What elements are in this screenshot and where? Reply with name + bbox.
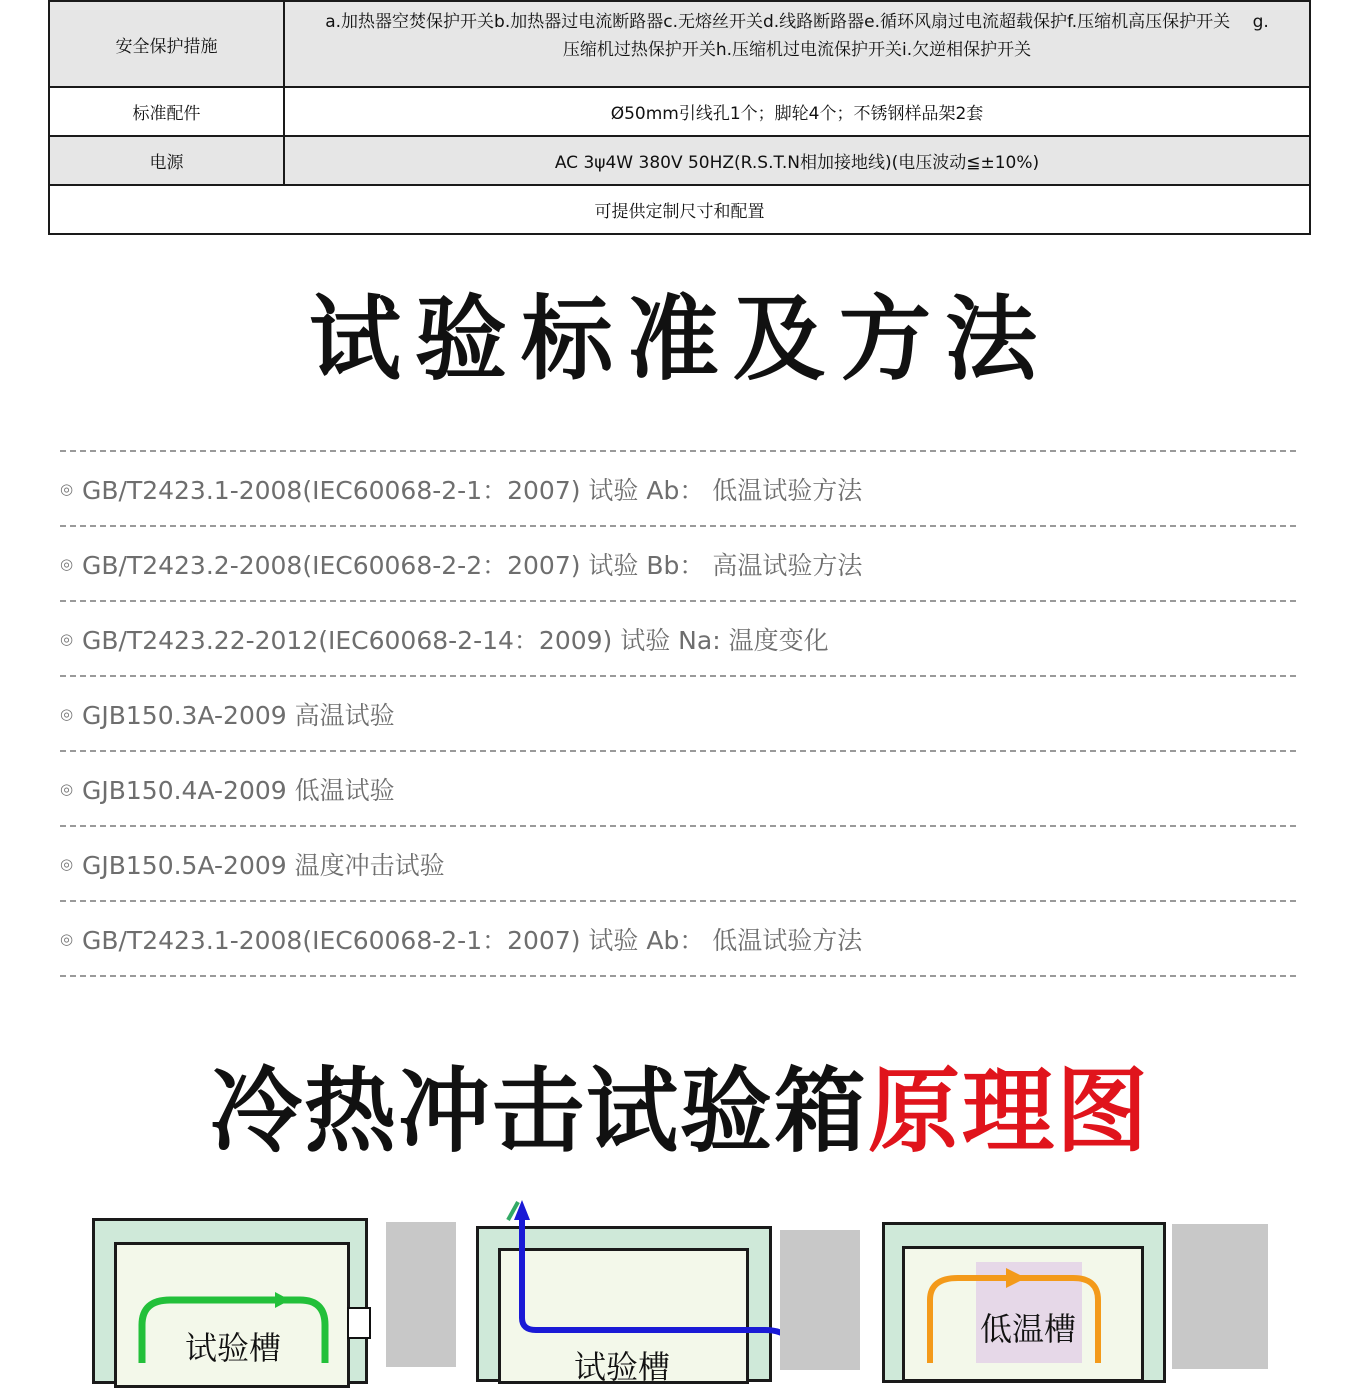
spec-label-safety: 安全保护措施	[49, 1, 284, 87]
bullet-circle-icon: ◎	[60, 704, 74, 723]
vent-port	[348, 1308, 370, 1338]
standards-list	[60, 450, 1296, 977]
standard-item	[60, 452, 1296, 525]
spec-value-parts: Ø50mm引线孔1个；脚轮4个；不锈钢样品架2套	[284, 87, 1310, 136]
section-title-principle	[0, 1058, 1360, 1165]
standard-text: GB/T2423.2-2008(IEC60068-2-2：2007) 试验 Bb： 高温试验方法	[82, 550, 863, 580]
slot-label-cold: 低温槽	[980, 1310, 1077, 1348]
spec-value-safety-line2: 压缩机过热保护开关h.压缩机过电流保护开关i.欠逆相保护开关	[562, 40, 1032, 60]
spec-row-safety	[49, 1, 1310, 87]
standard-item	[60, 752, 1296, 825]
spec-label-parts: 标准配件	[49, 87, 284, 136]
title-black-part: 冷热冲击试验箱	[209, 1058, 868, 1165]
standard-item	[60, 827, 1296, 900]
standard-text: GB/T2423.1-2008(IEC60068-2-1：2007) 试验 Ab： 低温试验方法	[82, 475, 863, 505]
slot-label-test-2: 试验槽	[574, 1348, 671, 1386]
standard-item	[60, 527, 1296, 600]
bullet-circle-icon: ◎	[60, 554, 74, 573]
title-red-part: 原理图	[868, 1058, 1151, 1165]
spec-table	[48, 0, 1311, 235]
side-panel	[386, 1222, 456, 1367]
spec-label-power: 电源	[49, 136, 284, 185]
spec-value-power: AC 3ψ4W 380V 50HZ(R.S.T.N相加接地线)(电压波动≦±10%)	[284, 136, 1310, 185]
bullet-circle-icon: ◎	[60, 479, 74, 498]
spec-row-power	[49, 136, 1310, 185]
bullet-circle-icon: ◎	[60, 779, 74, 798]
section-title-standards: 试验标准及方法	[308, 286, 1051, 393]
spec-value-safety	[284, 1, 1310, 87]
standard-text: GJB150.4A-2009 低温试验	[82, 775, 395, 805]
diagram-panel-2	[470, 1190, 870, 1386]
bullet-circle-icon: ◎	[60, 629, 74, 648]
bullet-circle-icon: ◎	[60, 854, 74, 873]
standard-item	[60, 677, 1296, 750]
spec-value-custom: 可提供定制尺寸和配置	[49, 185, 1310, 234]
standard-item	[60, 602, 1296, 675]
standard-item	[60, 902, 1296, 975]
airflow-path	[522, 1210, 800, 1363]
side-panel	[780, 1230, 860, 1370]
side-panel	[1172, 1224, 1268, 1369]
standard-text: GB/T2423.1-2008(IEC60068-2-1：2007) 试验 Ab： 低温试验方法	[82, 925, 863, 955]
airflow-arrow	[275, 1292, 290, 1308]
spec-row-custom	[49, 185, 1310, 234]
spec-row-parts	[49, 87, 1310, 136]
dashed-divider	[60, 975, 1296, 977]
spec-value-safety-line1: a.加热器空焚保护开关b.加热器过电流断路器c.无熔丝开关d.线路断路器e.循环风扇过电流超载保护f.压缩机高压保护开关 g.	[325, 12, 1269, 32]
diagram-panel-3	[878, 1190, 1278, 1363]
standard-text: GB/T2423.22-2012(IEC60068-2-14：2009) 试验 Na: 温度变化	[82, 625, 829, 655]
diagram-panel-1	[80, 1190, 460, 1367]
standard-text: GJB150.3A-2009 高温试验	[82, 700, 395, 730]
slot-label-test-1: 试验槽	[185, 1329, 282, 1367]
standard-text: GJB150.5A-2009 温度冲击试验	[82, 850, 445, 880]
bullet-circle-icon: ◎	[60, 929, 74, 948]
